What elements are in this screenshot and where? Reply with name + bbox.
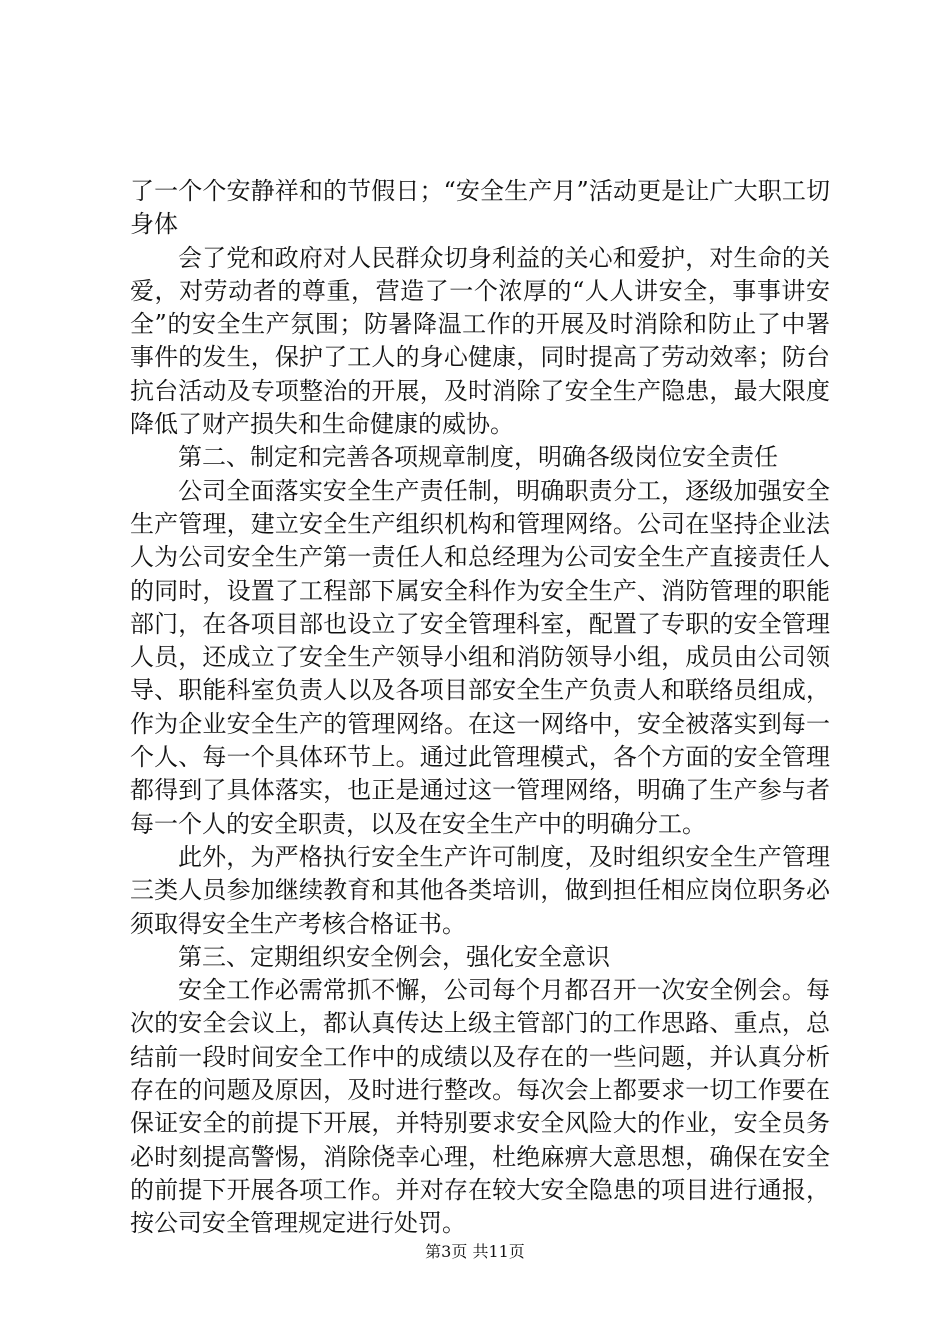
- paragraph-licensing: 此外，为严格执行安全生产许可制度，及时组织安全生产管理三类人员参加继续教育和其他各类培训，做到担任相应岗位职务必须取得安全生产考核合格证书。: [130, 842, 830, 938]
- paragraph-responsibility-system: 公司全面落实安全生产责任制，明确职责分工，逐级加强安全生产管理，建立安全生产组织机构和管理网络。公司在坚持企业法人为公司安全生产第一责任人和总经理为公司安全生产直接责任人的同时，设置了工程部下属安全科作为安全生产、消防管理的职能部门，在各项目部也设立了安全管理科室，配置了专职的安全管理人员，还成立了安全生产领导小组和消防领导小组，成员由公司领导、职能科室负责人以及各项目部安全生产负责人和联络员组成，作为企业安全生产的管理网络。在这一网络中，安全被落实到每一个人、每一个具体环节上。通过此管理模式，各个方面的安全管理都得到了具体落实，也正是通过这一管理网络，明确了生产参与者每一个人的安全职责，以及在安全生产中的明确分工。: [130, 476, 830, 838]
- paragraph-continuation: 了一个个安静祥和的节假日；“安全生产月”活动更是让广大职工切身体: [130, 177, 830, 239]
- document-body: [130, 175, 830, 1241]
- page-number-footer: 第3页 共11页: [425, 1242, 525, 1261]
- paragraph-safety-meetings: 安全工作必需常抓不懈，公司每个月都召开一次安全例会。每次的安全会议上，都认真传达上级主管部门的工作思路、重点，总结前一段时间安全工作中的成绩以及存在的一些问题，并认真分析存在的问题及原因，及时进行整改。每次会上都要求一切工作要在保证安全的前提下开展，并特别要求安全风险大的作业，安全员务必时刻提高警惕，消除侥幸心理，杜绝麻痹大意思想，确保在安全的前提下开展各项工作。并对存在较大安全隐患的项目进行通报，按公司安全管理规定进行处罚。: [130, 976, 830, 1238]
- section-heading-second: 第二、制定和完善各项规章制度，明确各级岗位安全责任: [178, 443, 778, 472]
- section-heading-third: 第三、定期组织安全例会，强化安全意识: [178, 942, 610, 971]
- paragraph-safety-atmosphere: 会了党和政府对人民群众切身利益的关心和爱护，对生命的关爱，对劳动者的尊重，营造了一个浓厚的“人人讲安全，事事讲安全”的安全生产氛围；防暑降温工作的开展及时消除和防止了中署事件的发生，保护了工人的身心健康，同时提高了劳动效率；防台抗台活动及专项整治的开展，及时消除了安全生产隐患，最大限度降低了财产损失和生命健康的威协。: [130, 243, 830, 439]
